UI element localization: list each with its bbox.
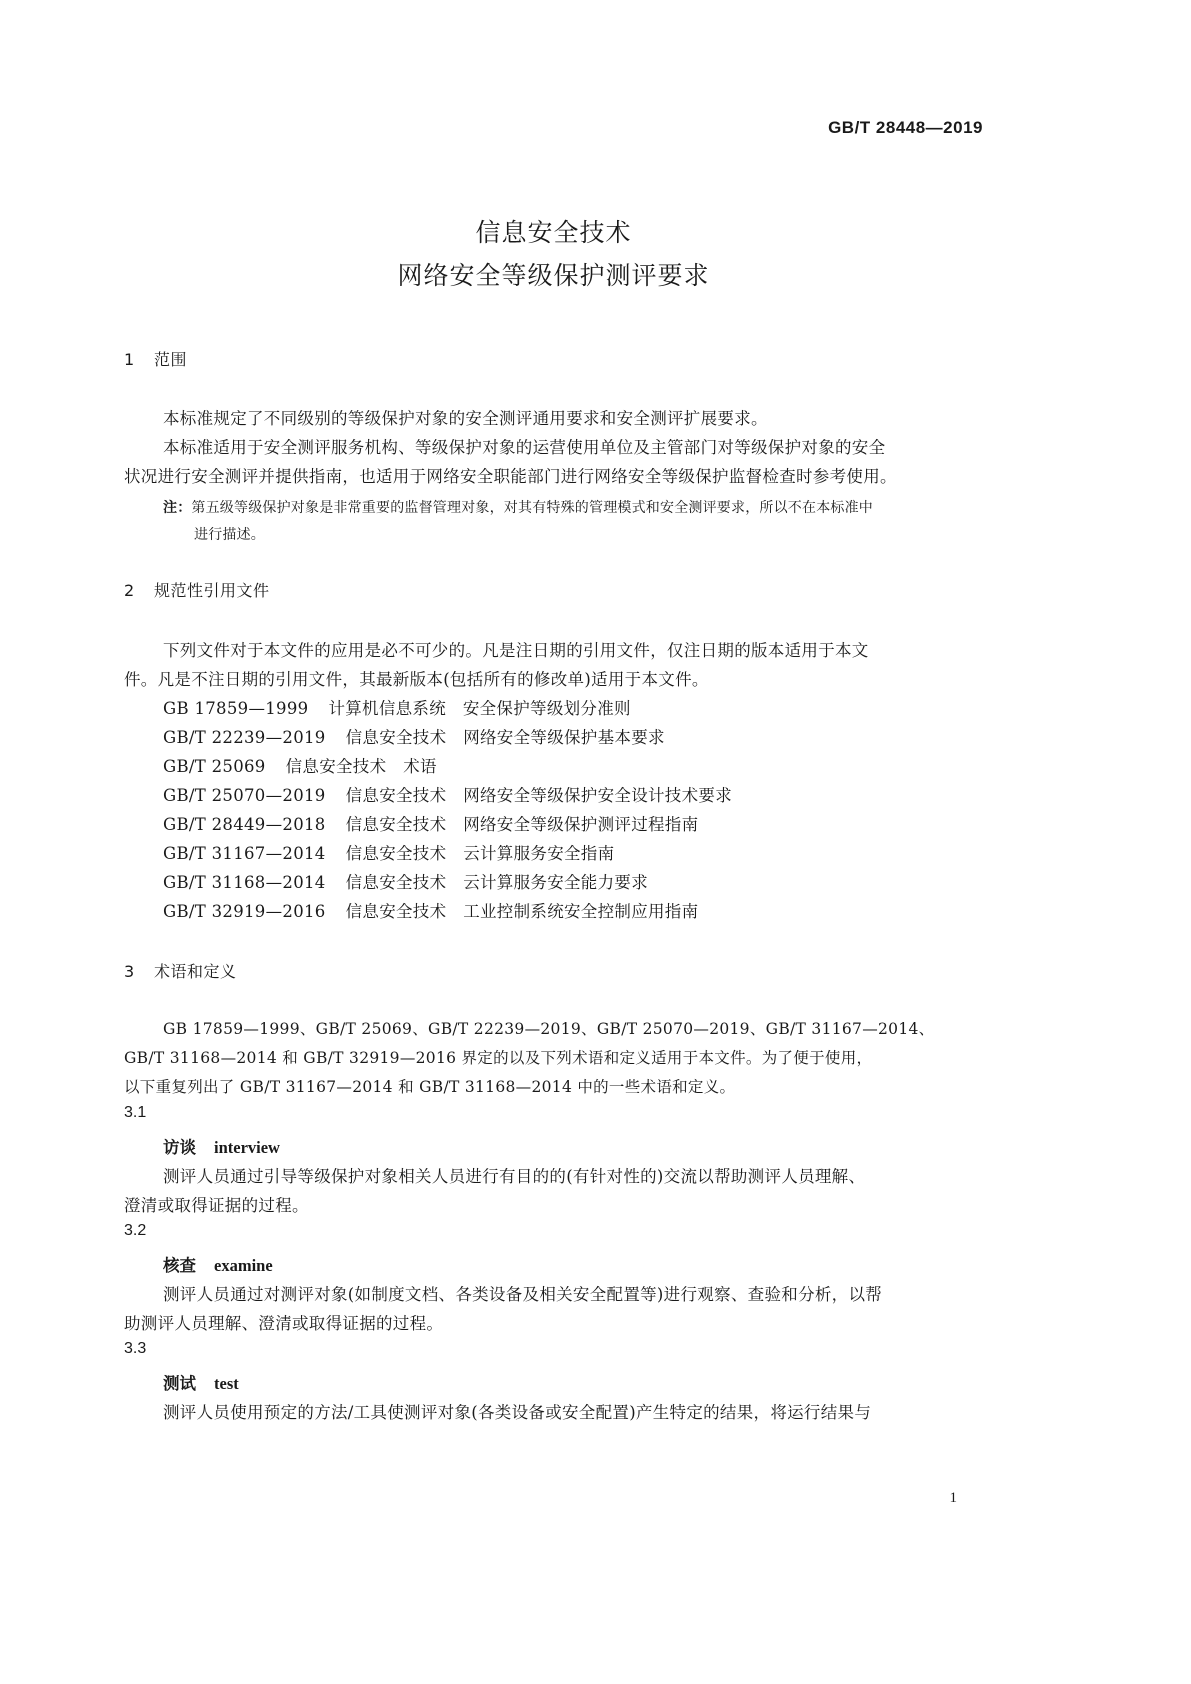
term-definition: 测评人员通过对测评对象(如制度文档、各类设备及相关安全配置等)进行观察、查验和分析，以帮: [163, 1285, 883, 1304]
term-number: 3.3: [124, 1340, 147, 1357]
reference-code: GB/T 32919—2016: [163, 902, 326, 921]
reference-title: 信息安全技术 网络安全等级保护测评过程指南: [345, 815, 699, 834]
paragraph: GB/T 31168—2014 和 GB/T 32919—2016 界定的以及下列术语和定义适用于本文件。为了便于使用，: [124, 1049, 873, 1067]
reference-code: GB/T 25069: [163, 757, 266, 776]
reference-code: GB/T 31168—2014: [163, 873, 326, 892]
note: [163, 497, 873, 517]
reference-code: GB/T 25070—2019: [163, 786, 326, 805]
section-3-heading: [124, 959, 237, 982]
paragraph: 件。凡是不注日期的引用文件，其最新版本(包括所有的修改单)适用于本文件。: [124, 670, 709, 689]
reference-code: GB/T 28449—2018: [163, 815, 326, 834]
section-number: 1: [124, 350, 135, 369]
reference-code: GB/T 22239—2019: [163, 728, 326, 747]
reference-title: 信息安全技术 云计算服务安全指南: [345, 844, 615, 863]
reference-item: [163, 782, 732, 806]
section-title: 术语和定义: [154, 962, 237, 981]
reference-item: [163, 695, 631, 719]
reference-item: [163, 840, 614, 864]
term-heading: [163, 1370, 239, 1394]
term-definition: 助测评人员理解、澄清或取得证据的过程。: [124, 1314, 444, 1333]
paragraph: 下列文件对于本文件的应用是必不可少的。凡是注日期的引用文件，仅注日期的版本适用于本文: [163, 641, 869, 660]
section-1-heading: [124, 347, 187, 370]
reference-title: 计算机信息系统 安全保护等级划分准则: [328, 699, 631, 718]
term-zh: 测试: [163, 1374, 196, 1393]
reference-item: [163, 724, 665, 748]
paragraph: 本标准规定了不同级别的等级保护对象的安全测评通用要求和安全测评扩展要求。: [163, 409, 768, 428]
reference-item: [163, 869, 648, 893]
reference-title: 信息安全技术 工业控制系统安全控制应用指南: [345, 902, 699, 921]
term-zh: 核查: [163, 1256, 196, 1275]
section-title: 规范性引用文件: [154, 581, 270, 600]
reference-title: 信息安全技术 云计算服务安全能力要求: [345, 873, 649, 892]
standard-number: GB/T 28448—2019: [828, 118, 983, 137]
reference-item: [163, 898, 698, 922]
document-title-line2: 网络安全等级保护测评要求: [397, 261, 710, 290]
term-definition: 测评人员使用预定的方法/工具使测评对象(各类设备或安全配置)产生特定的结果，将运行结果与: [163, 1403, 872, 1422]
term-en: examine: [214, 1256, 273, 1275]
paragraph: 以下重复列出了 GB/T 31167—2014 和 GB/T 31168—2014 中的一些术语和定义。: [124, 1078, 736, 1096]
term-en: interview: [214, 1138, 280, 1157]
paragraph: 本标准适用于安全测评服务机构、等级保护对象的运营使用单位及主管部门对等级保护对象的安全: [163, 438, 886, 457]
reference-title: 信息安全技术 术语: [285, 757, 437, 776]
paragraph: GB 17859—1999、GB/T 25069、GB/T 22239—2019、GB/T 25070—2019、GB/T 31167—2014、: [163, 1020, 935, 1038]
term-number: 3.1: [124, 1104, 147, 1121]
note-continuation: 进行描述。: [194, 527, 265, 543]
section-number: 2: [124, 581, 135, 600]
reference-code: GB 17859—1999: [163, 699, 309, 718]
page-number: 1: [949, 1490, 957, 1506]
document-title-line1: 信息安全技术: [475, 218, 632, 247]
reference-item: [163, 753, 437, 777]
paragraph: 状况进行安全测评并提供指南，也适用于网络安全职能部门进行网络安全等级保护监督检查时参考使用。: [124, 467, 897, 486]
term-heading: [163, 1134, 280, 1158]
term-zh: 访谈: [163, 1138, 196, 1157]
reference-title: 信息安全技术 网络安全等级保护基本要求: [345, 728, 665, 747]
reference-title: 信息安全技术 网络安全等级保护安全设计技术要求: [345, 786, 733, 805]
term-definition: 测评人员通过引导等级保护对象相关人员进行有目的的(有针对性的)交流以帮助测评人员理解、: [163, 1167, 866, 1186]
term-number: 3.2: [124, 1222, 147, 1239]
term-en: test: [214, 1374, 239, 1393]
reference-item: [163, 811, 698, 835]
reference-code: GB/T 31167—2014: [163, 844, 326, 863]
term-heading: [163, 1252, 273, 1276]
section-2-heading: [124, 578, 270, 601]
note-text: 第五级等级保护对象是非常重要的监督管理对象，对其有特殊的管理模式和安全测评要求，所以不在本标准中: [191, 500, 874, 516]
section-number: 3: [124, 962, 135, 981]
note-label: 注：: [163, 500, 192, 516]
section-title: 范围: [154, 350, 188, 369]
term-definition: 澄清或取得证据的过程。: [124, 1196, 309, 1215]
